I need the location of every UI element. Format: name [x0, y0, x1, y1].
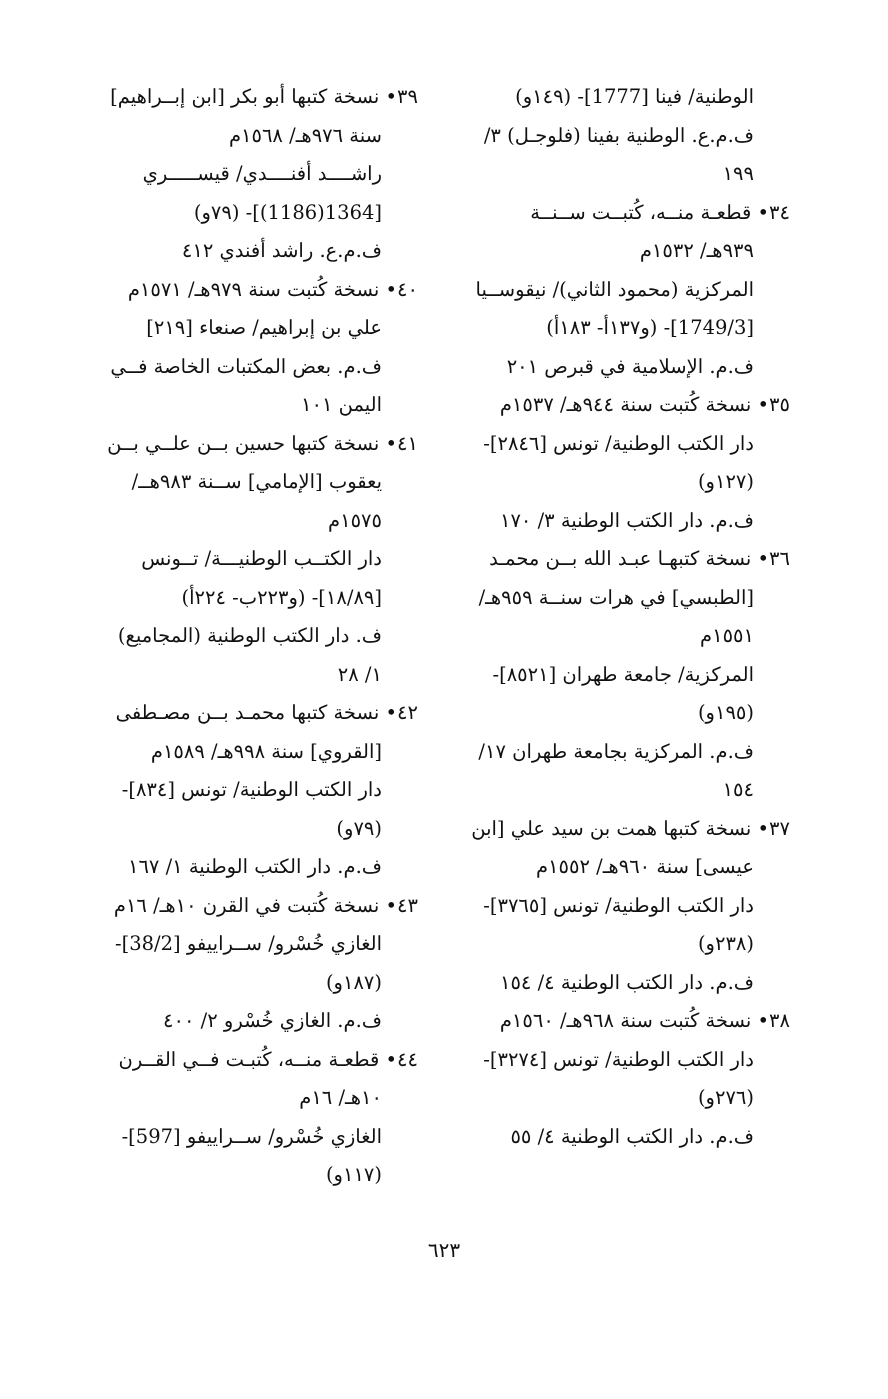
entry-line: اليمن ١٠١	[301, 393, 382, 416]
entry-heading-line: ٤١• نسخة كتبها حسين بــن علــي بــن	[107, 431, 418, 455]
entry-line: ف.م. المركزية بجامعة طهران ١٧/	[478, 739, 754, 763]
entry-line: ف.م. دار الكتب الوطنية ٤/ ١٥٤	[499, 970, 754, 994]
entry-line: دار الكتــب الوطنيـــة/ تــونس	[141, 547, 382, 570]
entry-line: ف.م. دار الكتب الوطنية ٤/ ٥٥	[510, 1124, 754, 1148]
entry-line: (١٩٥و)	[697, 701, 754, 724]
entry-line: [القروي] سنة ٩٩٨هـ/ ١٥٨٩م	[150, 739, 382, 763]
entry-heading-line: ٤٢• نسخة كتبها محمـد بــن مصـطفى	[115, 701, 418, 724]
entry-line: ١٠هـ/ ١٦م	[299, 1086, 382, 1109]
entry-line: (١١٧و)	[325, 1163, 382, 1186]
entry-line: ١/ ٢٨	[337, 662, 382, 686]
entry-line: ف.م. الغازي خُسْرو ٢/ ٤٠٠	[163, 1009, 382, 1032]
entry-line: المركزية/ جامعة طهران [٨٥٢١]-	[492, 662, 754, 686]
entry-heading-line: ٤٣• نسخة كُتبت في القرن ١٠هـ/ ١٦م	[113, 893, 418, 917]
entry-line: سنة ٩٧٦هـ/ ١٥٦٨م	[228, 123, 382, 147]
entry-line: [1364(1186)]- (٧٩و)	[193, 200, 382, 224]
entry-line: دار الكتب الوطنية/ تونس [٣٧٦٥]-	[483, 893, 754, 917]
entry-line: دار الكتب الوطنية/ تونس [٨٣٤]-	[121, 778, 382, 801]
entry-heading-line: ٣٥• نسخة كُتبت سنة ٩٤٤هـ/ ١٥٣٧م	[499, 393, 790, 416]
entry-line: (٢٣٨و)	[697, 932, 754, 955]
entry-line: المركزية (محمود الثاني)/ نيقوســيا	[475, 277, 754, 301]
entry-line: ١٥٧٥م	[328, 508, 382, 532]
entry-line: ف.م. دار الكتب الوطنية ٣/ ١٧٠	[499, 508, 754, 532]
entry-line: (٢٧٦و)	[697, 1086, 754, 1109]
entry-line: الغازي خُسْرو/ ســراييفو [597]-	[121, 1124, 382, 1148]
entry-line: ف.م. الإسلامية في قبرص ٢٠١	[506, 354, 754, 378]
entry-heading-line: ٣٧• نسخة كتبها همت بن سيد علي [ابن	[471, 816, 790, 840]
entry-heading-line: ٣٨• نسخة كُتبت سنة ٩٦٨هـ/ ١٥٦٠م	[499, 1009, 790, 1032]
entry-line: عيسى] سنة ٩٦٠هـ/ ١٥٥٢م	[535, 855, 754, 878]
entry-line: ١٩٩	[722, 162, 754, 185]
page-number: ٦٢٣	[427, 1238, 461, 1262]
entry-line: يعقوب [الإمامي] ســنة ٩٨٣هــ/	[131, 470, 382, 493]
entry-line: الغازي خُسْرو/ ســراييفو [38/2]-	[115, 932, 382, 955]
entry-line: دار الكتب الوطنية/ تونس [٣٢٧٤]-	[483, 1047, 754, 1071]
entry-line: ف.م.ع. الوطنية بفينا (فلوجـل) ٣/	[483, 123, 754, 147]
entry-line: (١٢٧و)	[697, 470, 754, 493]
entry-line: راشــــد أفنــــدي/ قيســـــري	[142, 162, 382, 185]
entry-line: الوطنية/ فينا [1777]- (١٤٩و)	[515, 85, 754, 108]
entry-heading-line: ٤٤• قطعـة منــه، كُتبـت فــي القــرن	[118, 1047, 418, 1071]
entry-line: ف.م. بعض المكتبات الخاصة فــي	[110, 354, 382, 378]
right-column	[440, 78, 790, 1156]
entry-line: ٩٣٩هـ/ ١٥٣٢م	[639, 239, 754, 262]
entry-heading-line: ٣٩• نسخة كتبها أبو بكر [ابن إبــراهيم]	[110, 85, 418, 108]
entry-line: ١٥٤	[722, 778, 754, 801]
entry-line: [الطبسي] في هرات سنــة ٩٥٩هـ/	[478, 585, 754, 609]
entry-line: ف. دار الكتب الوطنية (المجاميع)	[117, 624, 382, 647]
entry-line: دار الكتب الوطنية/ تونس [٢٨٤٦]-	[483, 431, 754, 455]
entry-line: ف.م. دار الكتب الوطنية ١/ ١٦٧	[127, 855, 382, 878]
entry-line: (٧٩و)	[336, 816, 382, 840]
entry-heading-line: ٣٤• قطعـة منــه، كُتبــت ســنــة	[530, 200, 790, 224]
entry-line: [١٨/٨٩]- (و٢٢٣ب- ٢٢٤أ)	[181, 585, 382, 609]
entry-line: (١٨٧و)	[325, 970, 382, 994]
entry-heading-line: ٣٦• نسخة كتبهـا عبـد الله بــن محمـد	[489, 547, 790, 570]
entry-line: ف.م.ع. راشد أفندي ٤١٢	[181, 239, 382, 262]
entry-line: ١٥٥١م	[700, 624, 754, 647]
entry-line: علي بن إبراهيم/ صنعاء [٢١٩]	[146, 316, 382, 339]
entry-line: [1749/3]- (و١٣٧أ- ١٨٣أ)	[546, 316, 754, 339]
left-column	[53, 78, 418, 1195]
entry-heading-line: ٤٠• نسخة كُتبت سنة ٩٧٩هـ/ ١٥٧١م	[127, 277, 418, 301]
